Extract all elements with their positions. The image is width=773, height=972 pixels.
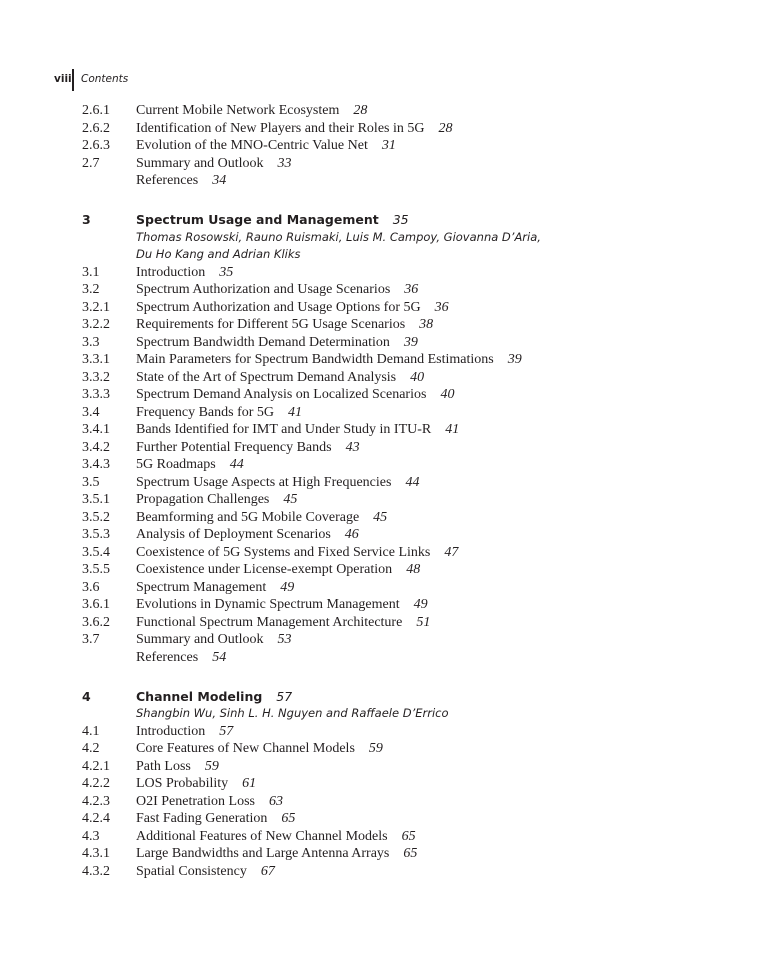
section-title-text: Summary and Outlook bbox=[136, 155, 264, 171]
section-title-text: Spectrum Management bbox=[136, 579, 267, 595]
toc-entry[interactable] bbox=[82, 369, 682, 387]
section-page-number: 41 bbox=[445, 422, 460, 437]
section-title-text: Frequency Bands for 5G bbox=[136, 404, 275, 420]
section-page-number: 61 bbox=[242, 776, 257, 791]
section-page-number: 67 bbox=[260, 863, 275, 879]
section-title-text: Spectrum Authorization and Usage Scenarios bbox=[136, 282, 391, 297]
section-number: 3.5.4 bbox=[82, 544, 110, 560]
section-title bbox=[136, 863, 275, 881]
section-title-text: Core Features of New Channel Models bbox=[136, 741, 355, 756]
section-title bbox=[136, 810, 295, 828]
chapter-title bbox=[136, 688, 292, 706]
toc-entry[interactable] bbox=[82, 334, 682, 352]
section-number: 4.2.2 bbox=[82, 776, 110, 791]
section-number: 2.6.3 bbox=[82, 138, 110, 153]
section-page-number: 46 bbox=[344, 527, 359, 542]
section-page-number: 59 bbox=[368, 741, 383, 756]
section-title-text: Main Parameters for Spectrum Bandwidth Demand Estimations bbox=[136, 352, 494, 367]
chapter-page-number: 35 bbox=[392, 212, 409, 227]
section-title-text: Fast Fading Generation bbox=[136, 811, 268, 826]
chapter-authors bbox=[82, 705, 682, 723]
section-title-text: Path Loss bbox=[136, 758, 191, 774]
section-title-text: Large Bandwidths and Large Antenna Arrays bbox=[136, 846, 390, 861]
toc-entry[interactable] bbox=[82, 793, 682, 811]
toc-entry[interactable] bbox=[82, 299, 682, 317]
section-title bbox=[136, 386, 454, 404]
section-page-number: 53 bbox=[277, 632, 292, 647]
section-title-text: Coexistence under License-exempt Operation bbox=[136, 562, 393, 577]
section-title-text: Identification of New Players and their Roles in 5G bbox=[136, 120, 425, 136]
section-number: 3.6.2 bbox=[82, 614, 110, 630]
toc-entry[interactable] bbox=[82, 775, 682, 793]
toc-entry[interactable] bbox=[82, 649, 682, 667]
chapter-authors bbox=[82, 229, 682, 247]
section-number: 3.3.2 bbox=[82, 369, 110, 385]
section-page-number: 63 bbox=[268, 793, 283, 809]
section-page-number: 36 bbox=[434, 299, 449, 315]
section-page-number: 35 bbox=[219, 264, 234, 280]
section-page-number: 33 bbox=[277, 155, 292, 171]
section-number: 2.6.2 bbox=[82, 120, 110, 136]
section-page-number: 28 bbox=[353, 103, 368, 118]
section-title bbox=[136, 614, 430, 632]
section-title-text: Introduction bbox=[136, 723, 206, 739]
section-title bbox=[136, 172, 226, 190]
section-page-number: 38 bbox=[419, 317, 434, 332]
section-number: 3.3.3 bbox=[82, 387, 110, 402]
chapter-page-number: 57 bbox=[276, 688, 293, 704]
toc-entry[interactable] bbox=[82, 120, 682, 138]
running-title: Contents bbox=[81, 73, 129, 85]
toc-entry[interactable] bbox=[82, 264, 682, 282]
toc-entry[interactable] bbox=[82, 281, 682, 299]
section-number: 4.3.2 bbox=[82, 863, 110, 879]
section-number: 3.4 bbox=[82, 404, 100, 420]
toc-entry[interactable] bbox=[82, 631, 682, 649]
section-number: 2.7 bbox=[82, 155, 100, 171]
section-title-text: Spectrum Bandwidth Demand Determination bbox=[136, 334, 390, 350]
toc-entry[interactable] bbox=[82, 386, 682, 404]
section-title bbox=[136, 740, 383, 758]
section-title bbox=[136, 316, 433, 334]
section-number: 3.2 bbox=[82, 282, 100, 297]
section-number: 3.5 bbox=[82, 474, 100, 490]
section-number: 3.3 bbox=[82, 334, 100, 350]
section-title-text: Functional Spectrum Management Architecture bbox=[136, 614, 403, 630]
toc-entry[interactable] bbox=[82, 544, 682, 562]
section-title bbox=[136, 281, 418, 299]
section-title bbox=[136, 649, 226, 667]
section-title-text: Spectrum Demand Analysis on Localized Scenarios bbox=[136, 387, 427, 402]
section-title bbox=[136, 775, 256, 793]
section-title bbox=[136, 723, 233, 741]
section-title bbox=[136, 456, 244, 474]
section-title bbox=[136, 491, 297, 509]
section-title-text: Evolution of the MNO-Centric Value Net bbox=[136, 138, 368, 153]
toc-entry[interactable] bbox=[82, 810, 682, 828]
section-page-number: 41 bbox=[288, 404, 303, 420]
section-number: 4.2.3 bbox=[82, 793, 110, 809]
section-title bbox=[136, 544, 458, 562]
section-number: 3.5.2 bbox=[82, 509, 110, 525]
authors-line: Du Ho Kang and Adrian Kliks bbox=[136, 247, 301, 261]
section-title-text: Summary and Outlook bbox=[136, 632, 264, 647]
section-page-number: 39 bbox=[507, 352, 522, 367]
chapter-title bbox=[136, 211, 409, 229]
toc-entry[interactable] bbox=[82, 102, 682, 120]
section-number: 4.3.1 bbox=[82, 846, 110, 861]
section-number: 4.1 bbox=[82, 723, 100, 739]
toc-entry[interactable] bbox=[82, 421, 682, 439]
section-title-text: Introduction bbox=[136, 264, 206, 280]
section-title bbox=[136, 334, 418, 352]
toc-entry[interactable] bbox=[82, 137, 682, 155]
section-title-text: Spectrum Usage Aspects at High Frequencies bbox=[136, 474, 392, 490]
section-title-text: References bbox=[136, 173, 199, 188]
toc-entry[interactable] bbox=[82, 474, 682, 492]
section-page-number: 65 bbox=[403, 846, 418, 861]
chapter-title-text: Channel Modeling bbox=[136, 688, 263, 704]
section-title bbox=[136, 793, 283, 811]
section-title-text: Current Mobile Network Ecosystem bbox=[136, 103, 340, 118]
toc-entry[interactable] bbox=[82, 863, 682, 881]
section-title-text: Requirements for Different 5G Usage Scenarios bbox=[136, 317, 406, 332]
section-number: 3.4.2 bbox=[82, 439, 110, 455]
section-title-text: State of the Art of Spectrum Demand Analysis bbox=[136, 369, 397, 385]
section-title bbox=[136, 120, 452, 138]
section-title bbox=[136, 579, 294, 597]
section-number: 2.6.1 bbox=[82, 103, 110, 118]
section-title bbox=[136, 631, 292, 649]
section-title bbox=[136, 404, 302, 422]
section-title-text: Propagation Challenges bbox=[136, 492, 270, 507]
chapter-heading[interactable] bbox=[82, 211, 682, 229]
section-title bbox=[136, 421, 459, 439]
section-number: 3.5.1 bbox=[82, 492, 110, 507]
section-number: 4.2 bbox=[82, 741, 100, 756]
section-title bbox=[136, 439, 360, 457]
toc-entry[interactable] bbox=[82, 456, 682, 474]
chapter-number: 3 bbox=[82, 212, 91, 227]
header-rule bbox=[72, 69, 74, 91]
section-title-text: Further Potential Frequency Bands bbox=[136, 439, 332, 455]
section-title-text: References bbox=[136, 649, 199, 665]
section-title bbox=[136, 474, 419, 492]
toc-entry[interactable] bbox=[82, 723, 682, 741]
section-number: 3.7 bbox=[82, 632, 100, 647]
section-page-number: 51 bbox=[416, 614, 431, 630]
section-title-text: LOS Probability bbox=[136, 776, 229, 791]
toc-entry[interactable] bbox=[82, 596, 682, 614]
section-title bbox=[136, 758, 219, 776]
chapter-authors bbox=[82, 246, 682, 264]
toc-entry[interactable] bbox=[82, 758, 682, 776]
chapter-title-text: Spectrum Usage and Management bbox=[136, 212, 379, 227]
section-number: 3.4.1 bbox=[82, 422, 110, 437]
section-number: 3.3.1 bbox=[82, 352, 110, 367]
section-title bbox=[136, 509, 387, 527]
section-page-number: 49 bbox=[413, 597, 428, 612]
section-page-number: 57 bbox=[219, 723, 234, 739]
toc-entry[interactable] bbox=[82, 439, 682, 457]
section-title bbox=[136, 264, 233, 282]
section-page-number: 40 bbox=[440, 387, 455, 402]
toc-entry[interactable] bbox=[82, 155, 682, 173]
section-title bbox=[136, 369, 424, 387]
section-title bbox=[136, 526, 359, 544]
section-title bbox=[136, 299, 449, 317]
section-page-number: 54 bbox=[212, 649, 227, 665]
section-page-number: 65 bbox=[401, 828, 416, 844]
section-page-number: 44 bbox=[405, 474, 420, 490]
section-number: 3.6.1 bbox=[82, 597, 110, 612]
toc-entry[interactable] bbox=[82, 404, 682, 422]
table-of-contents bbox=[82, 102, 682, 880]
section-page-number: 34 bbox=[212, 173, 227, 188]
section-title bbox=[136, 845, 417, 863]
section-number: 3.5.5 bbox=[82, 562, 110, 577]
section-number: 4.3 bbox=[82, 828, 100, 844]
toc-entry[interactable] bbox=[82, 526, 682, 544]
section-title bbox=[136, 351, 522, 369]
toc-entry[interactable] bbox=[82, 614, 682, 632]
toc-entry[interactable] bbox=[82, 172, 682, 190]
toc-entry[interactable] bbox=[82, 845, 682, 863]
section-page-number: 28 bbox=[438, 120, 453, 136]
section-number: 4.2.4 bbox=[82, 811, 110, 826]
section-number: 3.2.1 bbox=[82, 299, 110, 315]
section-title-text: 5G Roadmaps bbox=[136, 457, 216, 472]
toc-entry[interactable] bbox=[82, 316, 682, 334]
section-page-number: 48 bbox=[406, 562, 421, 577]
section-number: 3.6 bbox=[82, 579, 100, 595]
section-page-number: 31 bbox=[381, 138, 396, 153]
section-title bbox=[136, 155, 292, 173]
section-number: 3.4.3 bbox=[82, 457, 110, 472]
section-number: 4.2.1 bbox=[82, 758, 110, 774]
section-page-number: 36 bbox=[404, 282, 419, 297]
section-page-number: 40 bbox=[410, 369, 425, 385]
section-title bbox=[136, 596, 428, 614]
section-title bbox=[136, 828, 416, 846]
section-title bbox=[136, 137, 396, 155]
section-title bbox=[136, 561, 420, 579]
toc-entry[interactable] bbox=[82, 828, 682, 846]
section-page-number: 47 bbox=[444, 544, 459, 560]
toc-entry[interactable] bbox=[82, 491, 682, 509]
chapter-number: 4 bbox=[82, 688, 91, 704]
page-number: viii bbox=[54, 73, 72, 85]
section-title-text: O2I Penetration Loss bbox=[136, 793, 255, 809]
section-title-text: Additional Features of New Channel Models bbox=[136, 828, 388, 844]
section-page-number: 45 bbox=[373, 509, 388, 525]
section-page-number: 44 bbox=[229, 457, 244, 472]
authors-line: Thomas Rosowski, Rauno Ruismaki, Luis M. Campoy, Giovanna D’Aria, bbox=[136, 229, 541, 244]
authors-line: Shangbin Wu, Sinh L. H. Nguyen and Raffaele D’Errico bbox=[136, 706, 449, 720]
section-number: 3.1 bbox=[82, 264, 100, 280]
section-page-number: 59 bbox=[204, 758, 219, 774]
section-page-number: 49 bbox=[280, 579, 295, 595]
section-title bbox=[136, 102, 367, 120]
chapter-heading[interactable] bbox=[82, 688, 682, 706]
toc-entry[interactable] bbox=[82, 740, 682, 758]
section-title-text: Evolutions in Dynamic Spectrum Management bbox=[136, 597, 400, 612]
section-page-number: 45 bbox=[283, 492, 298, 507]
section-page-number: 43 bbox=[345, 439, 360, 455]
section-number: 3.2.2 bbox=[82, 317, 110, 332]
section-page-number: 65 bbox=[281, 811, 296, 826]
section-number: 3.5.3 bbox=[82, 527, 110, 542]
section-title-text: Spectrum Authorization and Usage Options for 5G bbox=[136, 299, 421, 315]
section-title-text: Coexistence of 5G Systems and Fixed Service Links bbox=[136, 544, 431, 560]
toc-entry[interactable] bbox=[82, 509, 682, 527]
toc-entry[interactable] bbox=[82, 579, 682, 597]
section-page-number: 39 bbox=[403, 334, 418, 350]
section-title-text: Beamforming and 5G Mobile Coverage bbox=[136, 509, 360, 525]
toc-entry[interactable] bbox=[82, 561, 682, 579]
section-title-text: Bands Identified for IMT and Under Study in ITU-R bbox=[136, 422, 432, 437]
section-title-text: Analysis of Deployment Scenarios bbox=[136, 527, 331, 542]
section-title-text: Spatial Consistency bbox=[136, 863, 247, 879]
toc-entry[interactable] bbox=[82, 351, 682, 369]
